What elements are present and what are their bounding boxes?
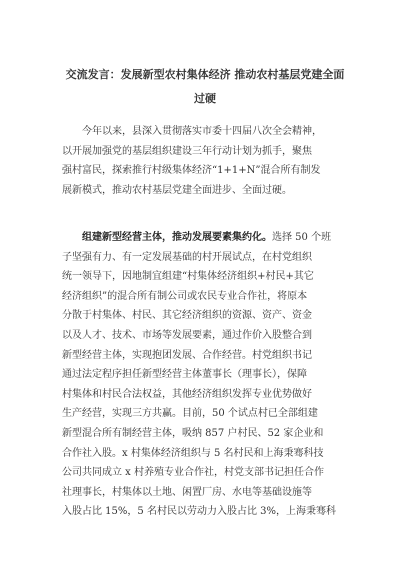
section-heading: 组建新型经营主体，推动发展要素集约化。 — [82, 232, 272, 243]
paragraph-section-1 — [62, 228, 352, 522]
paragraph-line: 通过法定程序担任新型经营主体董事长（理事长），保障 — [62, 369, 307, 381]
paragraph-line: 展新模式，推动农村基层党建全面进步、全面过硬。 — [62, 184, 292, 196]
paragraph-line: 统一领导下，因地制宜组建“村集体经济组织+村民+其它 — [62, 271, 314, 283]
paragraph-line: 公司共同成立 x 村养殖专业合作社，村党支部书记担任合作 — [62, 467, 324, 479]
paragraph-line: 今年以来，县深入贯彻落实市委十四届八次全会精神， — [82, 126, 322, 137]
paragraph-line: 子坚强有力、有一定发展基础的村开展试点，在村党组织 — [62, 251, 312, 263]
paragraph-line-rest: 选择 50 个班 — [272, 232, 332, 243]
paragraph-intro — [62, 122, 352, 200]
paragraph-line: 以开展加强党的基层组织建设三年行动计划为抓手，聚焦 — [62, 145, 312, 157]
paragraph-line: 经济组织”的混合所有制公司或农民专业合作社，将原本 — [62, 290, 308, 302]
document-title-line-1: 交流发言：发展新型农村集体经济 推动农村基层党建全面 — [65, 68, 345, 81]
paragraph-line: 村集体和村民合法权益，其他经济组织发挥专业优势做好 — [62, 388, 312, 400]
paragraph-line: 社理事长，村集体以土地、闲置厂房、水电等基础设施等 — [62, 486, 312, 498]
paragraph-line: 强村富民，探索推行村级集体经济“1+1+N”混合所有制发 — [62, 165, 321, 177]
paragraph-line: 分散于村集体、村民、其它经济组织的资源、资产、资金 — [62, 310, 312, 322]
paragraph-line: 生产经营，实现三方共赢。目前，50 个试点村已全部组建 — [62, 408, 318, 420]
paragraph-first-line — [62, 228, 352, 248]
paragraph-line: 以及人才、技术、市场等发展要素，通过作价入股整合到 — [62, 329, 312, 341]
paragraph-line: 新型混合所有制经营主体，吸纳 857 户村民、52 家企业和 — [62, 427, 324, 439]
paragraph-line: 新型经营主体，实现抱团发展、合作经营。村党组织书记 — [62, 349, 312, 361]
paragraph-line: 合作社入股。x 村集体经济组织与 5 名村民和上海秉骞科技 — [62, 447, 324, 459]
document-title-line-2: 过硬 — [194, 92, 216, 105]
paragraph-line: 入股占比 15%，5 名村民以劳动力入股占比 3%，上海秉骞科 — [62, 506, 336, 518]
